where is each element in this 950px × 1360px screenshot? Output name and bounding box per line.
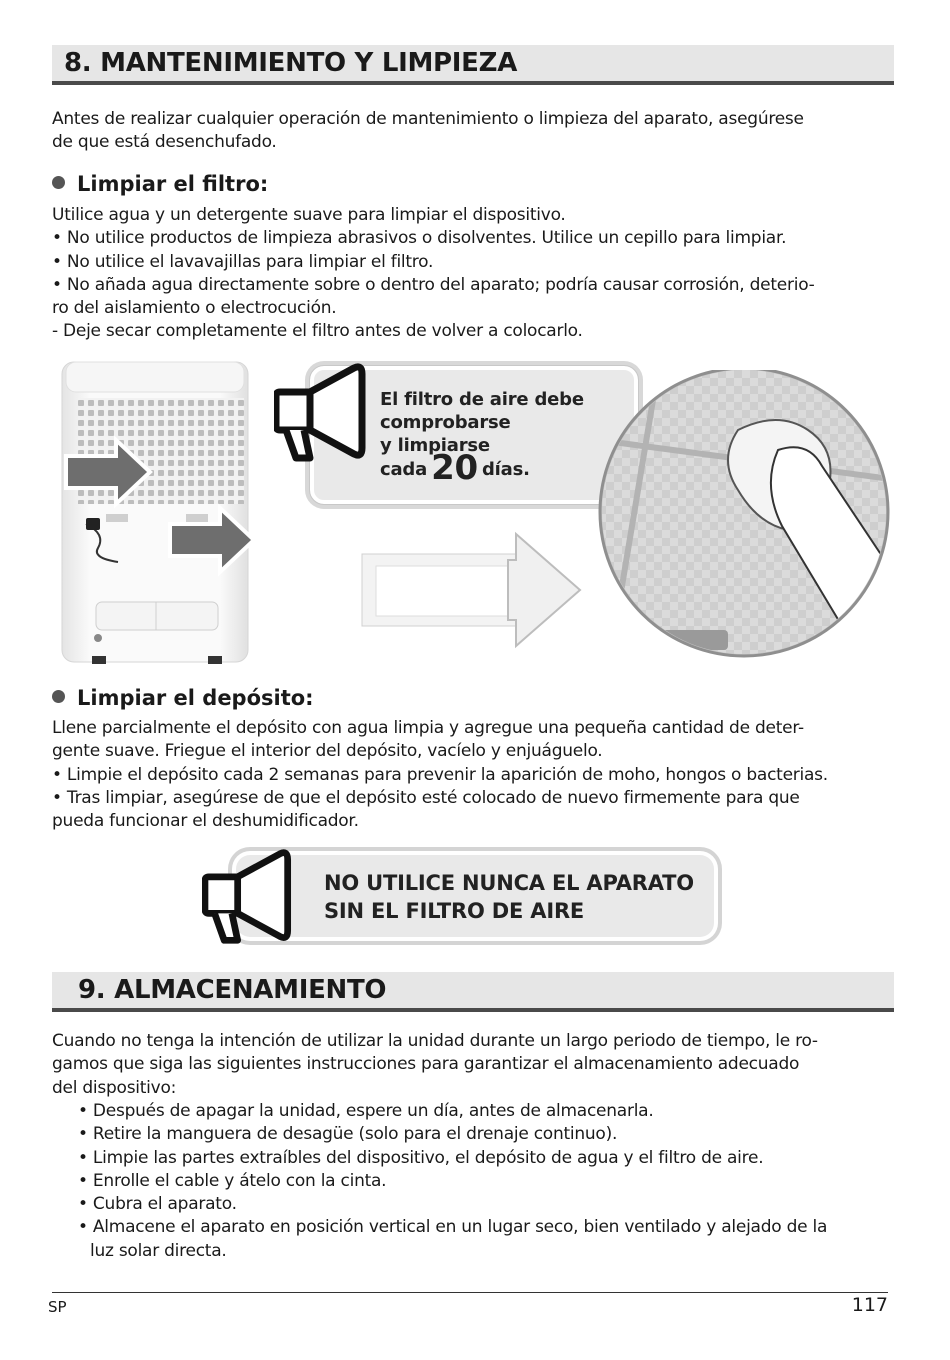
callout-line: comprobarse	[380, 412, 511, 433]
tank-line: pueda funcionar el deshumidificador.	[52, 811, 359, 832]
intro-line: de que está desenchufado.	[52, 132, 277, 153]
filter-line: - Deje secar completamente el filtro antes de volver a colocarlo.	[52, 321, 583, 342]
tank-line: • Tras limpiar, asegúrese de que el depósito esté colocado de nuevo firmemente para que	[52, 787, 800, 808]
list-item: • Retire la manguera de desagüe (solo para el drenaje continuo).	[78, 1124, 618, 1145]
filter-cleaning-illustration	[358, 370, 894, 670]
section-9-intro	[52, 1030, 894, 1100]
filter-line: • No utilice el lavavajillas para limpiar el filtro.	[52, 251, 434, 272]
storage-intro-line: del dispositivo:	[52, 1077, 177, 1098]
tank-line: Llene parcialmente el depósito con agua limpia y agregue una pequeña cantidad de deter-	[52, 718, 804, 738]
page-number: 117	[851, 1294, 888, 1316]
megaphone-icon	[202, 848, 306, 948]
filter-heading-text: Limpiar el filtro:	[77, 172, 269, 196]
tank-text	[52, 717, 894, 833]
storage-intro-line: gamos que siga las siguientes instrucciones para garantizar el almacenamiento adecuado	[52, 1054, 800, 1075]
bullet-dot-icon	[52, 176, 65, 189]
list-item: • Enrolle el cable y átelo con la cinta.	[78, 1170, 387, 1191]
list-item: • Limpie las partes extraíbles del dispositivo, el depósito de agua y el filtro de aire.	[78, 1147, 764, 1168]
callout-days-number: 20	[431, 448, 478, 488]
footer-rule	[52, 1292, 888, 1293]
filter-line: • No utilice productos de limpieza abrasivos o disolventes. Utilice un cepillo para limpiar.	[52, 228, 787, 249]
intro-line: Antes de realizar cualquier operación de mantenimiento o limpieza del aparato, asegúrese	[52, 109, 804, 129]
section-8-header	[52, 45, 894, 85]
tank-line: gente suave. Friegue el interior del depósito, vacíelo y enjuáguelo.	[52, 741, 603, 762]
warning-line: NO UTILICE NUNCA EL APARATO	[324, 871, 694, 895]
list-item: luz solar directa.	[90, 1240, 227, 1261]
warning-line: SIN EL FILTRO DE AIRE	[324, 899, 585, 923]
filter-line: ro del aislamiento o electrocución.	[52, 298, 337, 319]
storage-intro-line: Cuando no tenga la intención de utilizar la unidad durante un largo periodo de tiempo, le ro-	[52, 1031, 818, 1051]
filter-line: Utilice agua y un detergente suave para limpiar el dispositivo.	[52, 205, 566, 225]
tank-heading-text: Limpiar el depósito:	[77, 686, 314, 710]
callout-line: El filtro de aire debe	[380, 389, 584, 410]
list-item: • Después de apagar la unidad, espere un día, antes de almacenarla.	[78, 1101, 654, 1121]
warning-callout	[236, 855, 714, 937]
bullet-dot-icon	[52, 690, 65, 703]
storage-list	[78, 1100, 827, 1263]
warning-text	[324, 869, 694, 925]
callout-cada: cada	[380, 459, 428, 480]
callout-line: y limpiarse	[380, 435, 490, 456]
filter-heading	[52, 170, 268, 198]
dehumidifier-back-illustration	[56, 358, 256, 670]
section-8-intro	[52, 108, 894, 155]
tank-heading	[52, 684, 314, 712]
callout-days-word: días.	[481, 459, 530, 480]
filter-text	[52, 204, 894, 344]
list-item: • Almacene el aparato en posición vertical en un lugar seco, bien ventilado y alejado de la	[78, 1217, 828, 1238]
tank-line: • Limpie el depósito cada 2 semanas para prevenir la aparición de moho, hongos o bacterias.	[52, 764, 828, 785]
section-9-title: 9. ALMACENAMIENTO	[78, 975, 387, 1005]
list-item: • Cubra el aparato.	[78, 1194, 237, 1215]
footer-language: SP	[48, 1298, 67, 1316]
section-8-title: 8. MANTENIMIENTO Y LIMPIEZA	[64, 48, 518, 78]
section-9-header	[52, 972, 894, 1012]
filter-line: • No añada agua directamente sobre o dentro del aparato; podría causar corrosión, deterio-	[52, 274, 815, 295]
